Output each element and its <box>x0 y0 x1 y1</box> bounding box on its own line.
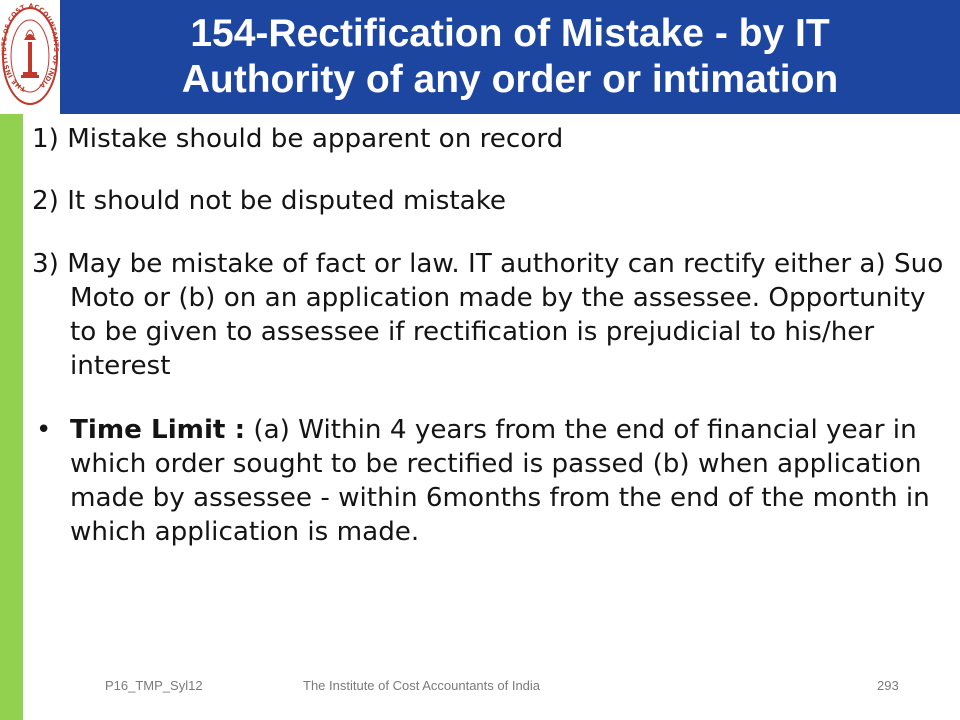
bullet-marker: • <box>36 415 52 445</box>
footer-organization: The Institute of Cost Accountants of India <box>303 678 541 693</box>
svg-text:THE INSTITUTE OF COST ACCOUNTA: THE INSTITUTE OF COST ACCOUNTANTS OF INDIA <box>0 1 60 94</box>
list-item-3: 3) May be mistake of fact or law. IT authority can rectify either a) Suo Moto or (b) on an application made by the assessee. Opportunity to be given to assessee if rectification is prejudicial to his/her interest <box>32 249 944 381</box>
institute-emblem-icon <box>0 0 60 114</box>
slide-title-line-2: Authority of any order or intimation <box>181 58 839 101</box>
bullet-label: Time Limit : <box>70 415 246 445</box>
slide-title <box>60 0 960 114</box>
list-item-2: 2) It should not be disputed mistake <box>32 186 507 216</box>
footer-page-number: 293 <box>877 678 899 693</box>
slide-title-line-1: 154-Rectification of Mistake - by IT <box>190 12 830 55</box>
slide-content <box>32 122 948 549</box>
list-item-1: 1) Mistake should be apparent on record <box>32 124 564 154</box>
footer-code: P16_TMP_Syl12 <box>105 678 203 693</box>
bullet-text: (a) Within 4 years from the end of financial year in which order sought to be rectified is passed (b) when application made by assessee - within 6months from the end of the month in which application is made. <box>70 415 930 547</box>
left-accent-bar <box>0 114 23 720</box>
bullet-time-limit <box>32 413 948 549</box>
